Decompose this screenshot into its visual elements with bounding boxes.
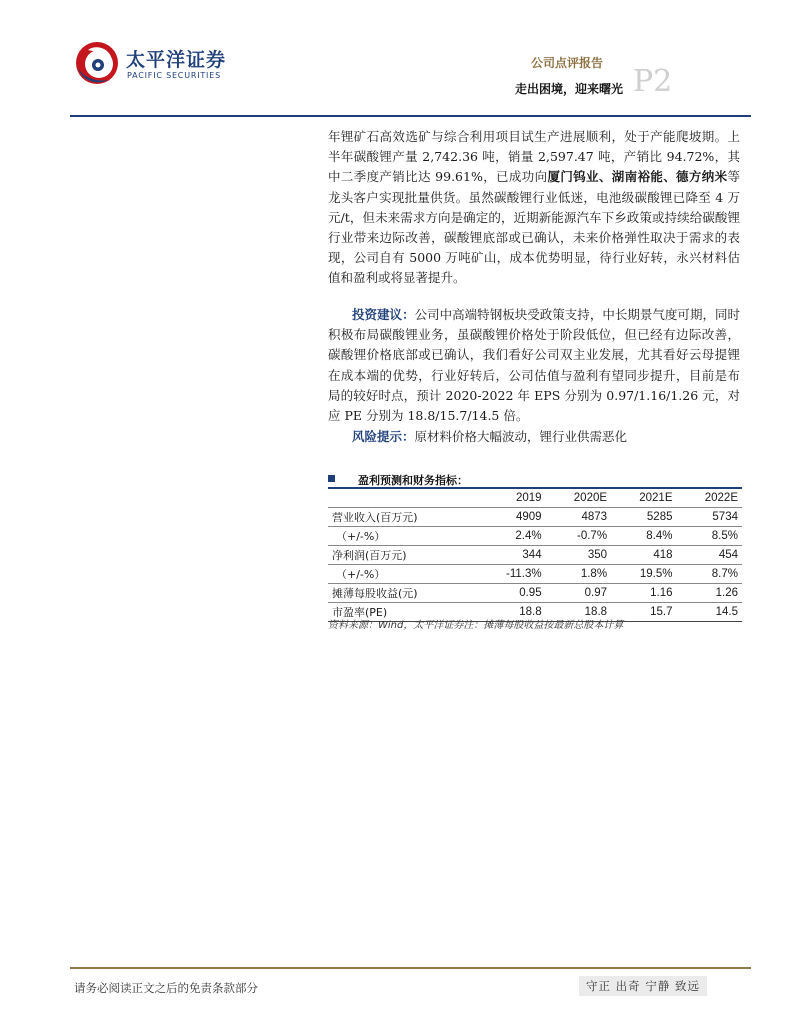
paragraph-investment-advice (328, 305, 740, 426)
risk-warning-label: 风险提示： (352, 429, 415, 444)
paragraph-text: 年锂矿石高效选矿与综合利用项目试生产进展顺利，处于产能爬坡期。上半年碳酸锂产量 2,742.36 吨，销量 2,597.47 吨，产销比 94.72%，其中二季度产销比达 99.61%，已成功向 (328, 129, 740, 185)
footer-disclaimer: 请务必阅读正文之后的免责条款部分 (74, 981, 258, 995)
table-header-row (328, 489, 742, 508)
logo-english-name: PACIFIC SECURITIES (127, 71, 221, 80)
table-cell: 344 (476, 546, 545, 565)
table-row (328, 508, 742, 527)
table-cell: 1.8% (546, 565, 611, 584)
table-cell: 0.95 (476, 584, 545, 603)
pacific-securities-logo-icon (74, 40, 120, 86)
paragraph-risk-warning (328, 427, 740, 447)
table-cell: 454 (677, 546, 743, 565)
key-customers: 厦门钨业、湖南裕能、德方纳米 (547, 169, 728, 185)
table-source-note: 资料来源：Wind，太平洋证券注：摊薄每股收益按最新总股本计算 (328, 620, 624, 631)
table-cell: 8.5% (677, 527, 743, 546)
square-bullet-icon (328, 475, 335, 482)
report-title: 走出困境，迎来曙光 (514, 82, 623, 96)
footer-motto: 守正 出奇 宁静 致远 (579, 976, 707, 996)
table-header-cell: 2020E (546, 489, 611, 508)
paragraph-text: 等龙头客户实现批量供货。虽然碳酸锂行业低迷，电池级碳酸锂已降至 4 万元/t，但未来需求方向是确定的，近期新能源汽车下乡政策或持续给碳酸锂行业带来边际改善，碳酸锂底部或已确认，未来价格弹性取决于需求的表现，公司自有 5000 万吨矿山，成本优势明显，待行业好转，永兴材料估值和盈利或将显著提升。 (328, 169, 740, 286)
table-cell: 4873 (546, 508, 611, 527)
table-header-cell: 2021E (611, 489, 676, 508)
table-cell: 5734 (677, 508, 743, 527)
table-cell: 19.5% (611, 565, 676, 584)
table-header-cell: 2019 (476, 489, 545, 508)
table-cell: 5285 (611, 508, 676, 527)
row-label: （+/-%） (328, 527, 476, 546)
table-cell: 4909 (476, 508, 545, 527)
table-cell: 1.26 (677, 584, 743, 603)
table-title-bar (328, 472, 742, 486)
table-cell: 8.4% (611, 527, 676, 546)
table-cell: 15.7 (611, 603, 676, 622)
table-cell: 1.16 (611, 584, 676, 603)
row-label: 摊薄每股收益(元) (328, 584, 476, 603)
table-row (328, 584, 742, 603)
row-label: 净利润(百万元) (328, 546, 476, 565)
table-cell: 14.5 (677, 603, 743, 622)
logo-chinese-name: 太平洋证券 (126, 49, 227, 71)
table-title: 盈利预测和财务指标： (358, 474, 468, 487)
table-header-cell: 2022E (677, 489, 743, 508)
footer-divider (70, 967, 751, 969)
table-cell: 0.97 (546, 584, 611, 603)
investment-advice-label: 投资建议： (352, 307, 415, 322)
table-cell: 18.8 (546, 603, 611, 622)
page-number: P2 (633, 64, 673, 99)
table-cell: 18.8 (476, 603, 545, 622)
table-cell: 350 (546, 546, 611, 565)
financial-forecast-table (328, 489, 742, 622)
table-row (328, 546, 742, 565)
table-cell: -11.3% (476, 565, 545, 584)
table-cell: 418 (611, 546, 676, 565)
row-label: 营业收入(百万元) (328, 508, 476, 527)
table-cell: -0.7% (546, 527, 611, 546)
header-divider (70, 115, 751, 117)
paragraph-lithium-business (328, 127, 740, 289)
table-row (328, 565, 742, 584)
table-header-cell (328, 489, 476, 508)
company-logo (74, 40, 244, 90)
report-type-label: 公司点评报告 (530, 56, 603, 70)
table-row (328, 527, 742, 546)
table-cell: 8.7% (677, 565, 743, 584)
row-label: 市盈率(PE) (328, 603, 476, 622)
table-cell: 2.4% (476, 527, 545, 546)
risk-warning-text: 原材料价格大幅波动，锂行业供需恶化 (414, 429, 628, 444)
investment-advice-text: 公司中高端特钢板块受政策支持，中长期景气度可期，同时积极布局碳酸锂业务，虽碳酸锂价格处于阶段低位，但已经有边际改善，碳酸锂价格底部或已确认，我们看好公司双主业发展，尤其看好云母提锂在成本端的优势，行业好转后，公司估值与盈利有望同步提升，目前是布局的较好时点，预计 2020-2022 年 EPS 分别为 0.97/1.16/1.26 元，对应 PE 分别为 18.8/15.7/14.5 倍。 (328, 307, 740, 424)
row-label: （+/-%） (328, 565, 476, 584)
